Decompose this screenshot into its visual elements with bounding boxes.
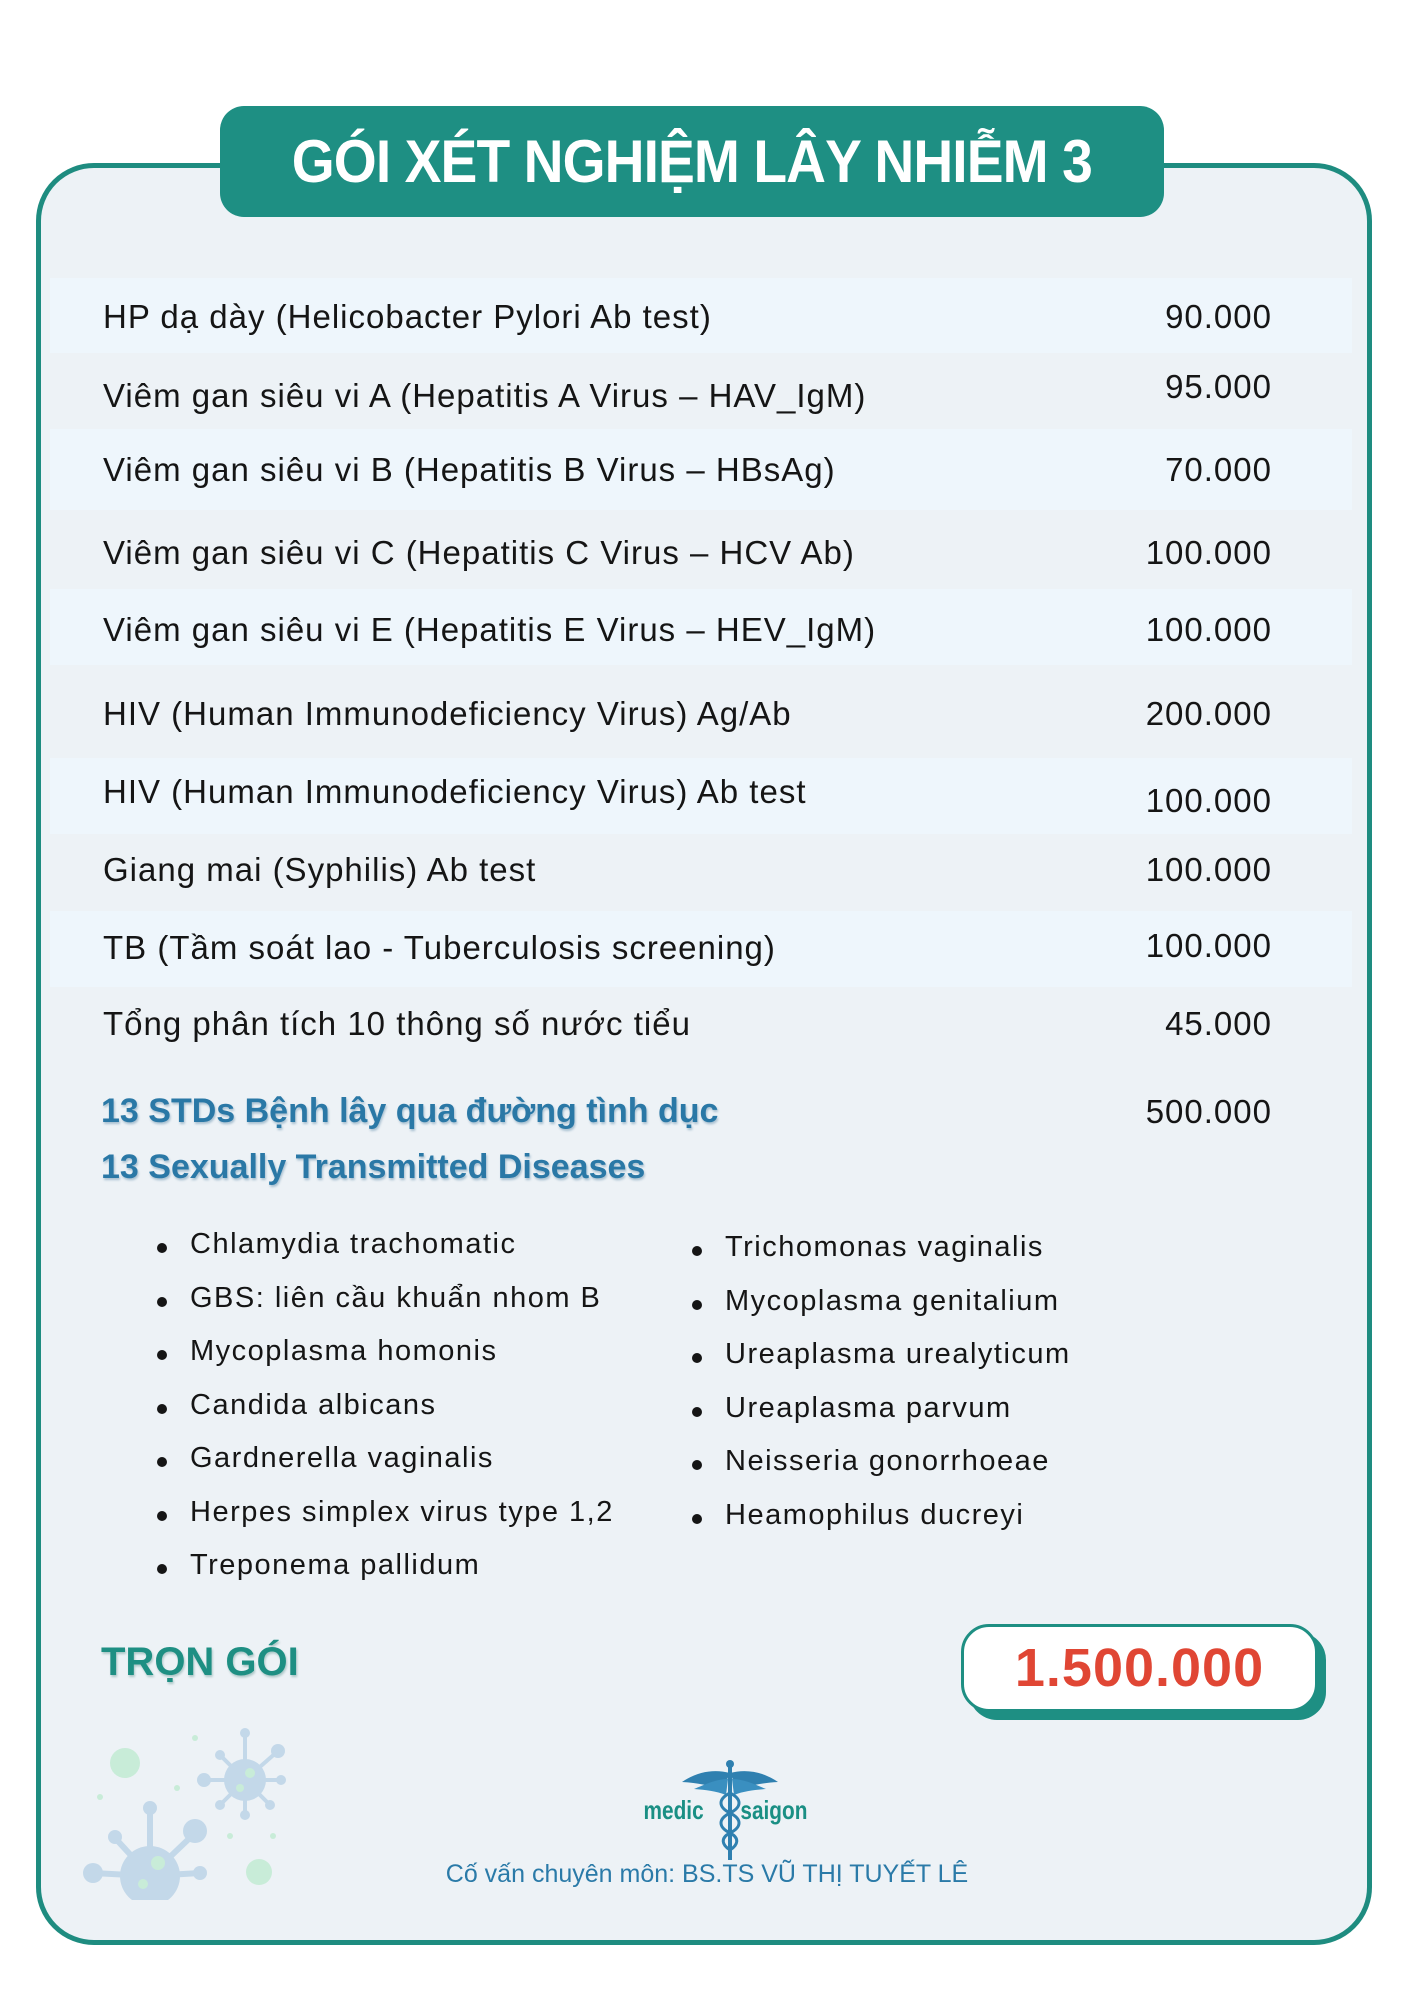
test-name: Viêm gan siêu vi A (Hepatitis A Virus – HAV_IgM) — [103, 377, 867, 414]
list-item — [692, 1231, 1071, 1285]
test-row — [50, 278, 1352, 353]
test-row — [50, 758, 1352, 834]
list-item — [692, 1338, 1071, 1392]
bullet-icon — [157, 1297, 167, 1307]
test-name: Tổng phân tích 10 thông số nước tiểu — [103, 1005, 691, 1042]
test-name: HIV (Human Immunodeficiency Virus) Ab test — [103, 773, 807, 810]
list-item — [692, 1499, 1071, 1553]
test-row — [50, 834, 1352, 911]
std-title-en: 13 Sexually Transmitted Diseases — [101, 1148, 646, 1186]
list-item-text: Trichomonas vaginalis — [725, 1231, 1044, 1263]
list-item-text: Herpes simplex virus type 1,2 — [190, 1495, 614, 1528]
page-title: GÓI XÉT NGHIỆM LÂY NHIỄM 3 — [291, 128, 1093, 195]
test-row — [50, 429, 1352, 510]
list-item — [692, 1392, 1071, 1446]
list-item-text: GBS: liên cầu khuẩn nhom B — [190, 1281, 602, 1314]
list-item — [157, 1442, 614, 1496]
list-item — [692, 1285, 1071, 1339]
test-name: Giang mai (Syphilis) Ab test — [103, 851, 537, 888]
bullet-icon — [157, 1564, 167, 1574]
std-list-left — [157, 1228, 614, 1603]
test-price: 90.000 — [1165, 298, 1272, 335]
bullet-icon — [157, 1243, 167, 1253]
bullet-icon — [692, 1407, 702, 1417]
list-item — [157, 1282, 614, 1336]
test-price: 100.000 — [1145, 851, 1272, 888]
bullet-icon — [157, 1350, 167, 1360]
list-item-text: Chlamydia trachomatic — [190, 1228, 517, 1260]
test-name: Viêm gan siêu vi B (Hepatitis B Virus – HBsAg) — [103, 451, 836, 488]
package-label: TRỌN GÓI — [101, 1640, 299, 1684]
list-item — [157, 1496, 614, 1550]
test-price: 100.000 — [1145, 611, 1272, 648]
list-item — [157, 1389, 614, 1443]
std-price: 500.000 — [1145, 1093, 1272, 1130]
test-price: 200.000 — [1145, 695, 1272, 732]
test-price: 45.000 — [1165, 1005, 1272, 1042]
title-banner — [220, 106, 1164, 217]
list-item-text: Neisseria gonorrhoeae — [725, 1445, 1050, 1477]
bullet-icon — [692, 1514, 702, 1524]
list-item-text: Candida albicans — [190, 1388, 437, 1421]
std-list-right — [692, 1231, 1071, 1552]
test-row — [50, 510, 1352, 589]
test-price: 95.000 — [1165, 368, 1272, 405]
test-row — [50, 589, 1352, 665]
advisor-credit: Cố vấn chuyên môn: BS.TS VŨ THỊ TUYẾT LÊ — [445, 1860, 969, 1888]
test-price: 100.000 — [1145, 534, 1272, 571]
logo — [640, 1755, 820, 1865]
test-row — [50, 353, 1352, 429]
logo-text-saigon: saigon — [740, 1795, 808, 1825]
list-item — [157, 1335, 614, 1389]
test-name: TB (Tầm soát lao - Tuberculosis screening) — [103, 929, 776, 966]
list-item — [157, 1228, 614, 1282]
test-name: Viêm gan siêu vi E (Hepatitis E Virus – HEV_IgM) — [103, 611, 877, 648]
test-price: 70.000 — [1165, 451, 1272, 488]
test-name: HIV (Human Immunodeficiency Virus) Ag/Ab — [103, 695, 792, 732]
list-item-text: Mycoplasma homonis — [190, 1335, 498, 1367]
list-item — [692, 1445, 1071, 1499]
virus-small-icon — [197, 1728, 286, 1820]
test-price: 100.000 — [1145, 782, 1272, 819]
test-row — [50, 665, 1352, 758]
test-row — [50, 987, 1352, 1063]
bullet-icon — [157, 1511, 167, 1521]
list-item-text: Gardnerella vaginalis — [190, 1442, 494, 1474]
test-name: HP dạ dày (Helicobacter Pylori Ab test) — [103, 298, 712, 335]
test-row — [50, 911, 1352, 987]
bullet-icon — [692, 1353, 702, 1363]
list-item-text: Heamophilus ducreyi — [725, 1498, 1025, 1531]
test-price: 100.000 — [1145, 927, 1272, 964]
list-item-text: Ureaplasma urealyticum — [725, 1338, 1071, 1370]
list-item-text: Treponema pallidum — [190, 1549, 481, 1581]
test-name: Viêm gan siêu vi C (Hepatitis C Virus – HCV Ab) — [103, 534, 855, 571]
bullet-icon — [157, 1457, 167, 1467]
package-price-box — [961, 1624, 1318, 1712]
bullet-icon — [692, 1300, 702, 1310]
std-title-vi: 13 STDs Bệnh lây qua đường tình dục — [101, 1092, 719, 1130]
package-price: 1.500.000 — [1014, 1638, 1265, 1698]
bullet-icon — [692, 1460, 702, 1470]
bullet-icon — [157, 1404, 167, 1414]
bullet-icon — [692, 1246, 702, 1256]
list-item-text: Ureaplasma parvum — [725, 1391, 1012, 1424]
list-item-text: Mycoplasma genitalium — [725, 1284, 1060, 1317]
list-item — [157, 1549, 614, 1603]
logo-text-medic: medic — [643, 1795, 704, 1825]
